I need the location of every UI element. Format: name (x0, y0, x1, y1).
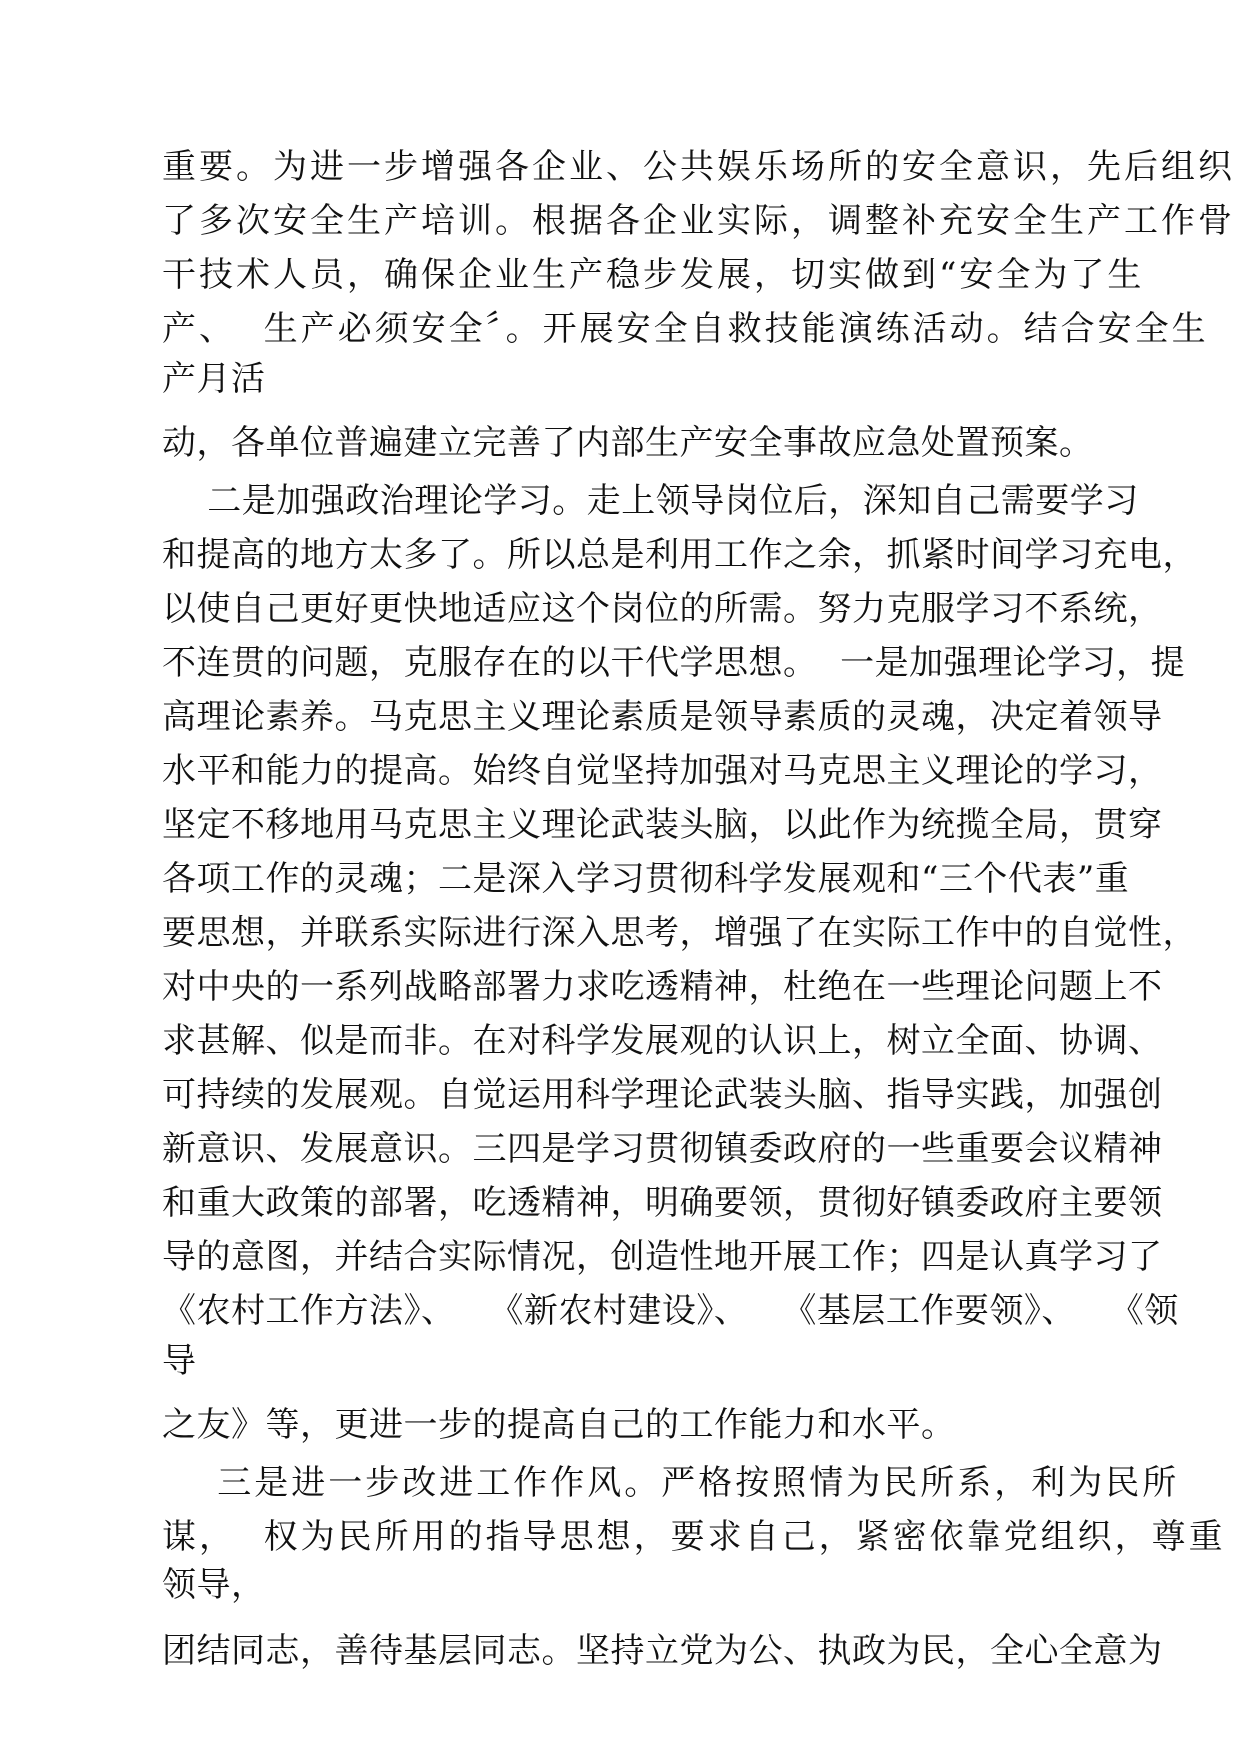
text-line: 了多次安全生产培训。根据各企业实际，调整补充安全生产工作骨 (162, 201, 1235, 241)
text-line: 干技术人员，确保企业生产稳步发展，切实做到“安全为了生 (162, 255, 1145, 295)
text-line: 高理论素养。马克思主义理论素质是领导素质的灵魂，决定着领导 (162, 697, 1163, 737)
text-line: 二是加强政治理论学习。走上领导岗位后，深知自己需要学习 (162, 481, 1139, 521)
text-line: 可持续的发展观。自觉运用科学理论武装头脑、指导实践，加强创 (162, 1075, 1163, 1115)
text-line: 团结同志，善待基层同志。坚持立党为公、执政为民，全心全意为 (162, 1631, 1163, 1671)
text-line: 三是进一步改进工作作风。严格按照情为民所系，利为民所 (162, 1463, 1180, 1503)
text-line: 《农村工作方法》、 《新农村建设》、 《基层工作要领》、 《领 (162, 1291, 1179, 1331)
text-line: 不连贯的问题，克服存在的以干代学思想。 一是加强理论学习，提 (162, 643, 1186, 683)
text-line: 产、 生产必须安全〞。开展安全自救技能演练活动。结合安全生 (162, 309, 1209, 349)
text-line: 以使自己更好更快地适应这个岗位的所需。努力克服学习不系统， (162, 589, 1163, 629)
text-line: 动，各单位普遍建立完善了内部生产安全事故应急处置预案。 (162, 423, 1094, 463)
text-line: 和提高的地方太多了。所以总是利用工作之余，抓紧时间学习充电， (162, 535, 1197, 575)
text-line: 对中央的一系列战略部署力求吃透精神，杜绝在一些理论问题上不 (162, 967, 1163, 1007)
text-line: 和重大政策的部署，吃透精神，明确要领，贯彻好镇委政府主要领 (162, 1183, 1163, 1223)
text-line: 各项工作的灵魂；二是深入学习贯彻科学发展观和“三个代表”重 (162, 859, 1130, 899)
text-line: 领导， (162, 1565, 266, 1605)
text-line: 新意识、发展意识。三四是学习贯彻镇委政府的一些重要会议精神 (162, 1129, 1163, 1169)
text-line: 导的意图，并结合实际情况，创造性地开展工作；四是认真学习了 (162, 1237, 1163, 1277)
text-line: 重要。为进一步增强各企业、公共娱乐场所的安全意识，先后组织 (162, 147, 1235, 187)
text-line: 要思想，并联系实际进行深入思考，增强了在实际工作中的自觉性， (162, 913, 1197, 953)
text-line: 坚定不移地用马克思主义理论武装头脑，以此作为统揽全局，贯穿 (162, 805, 1163, 845)
text-line: 之友》等，更进一步的提高自己的工作能力和水平。 (162, 1405, 956, 1445)
text-line: 求甚解、似是而非。在对科学发展观的认识上，树立全面、协调、 (162, 1021, 1163, 1061)
text-line: 导 (162, 1341, 197, 1381)
text-line: 水平和能力的提高。始终自觉坚持加强对马克思主义理论的学习， (162, 751, 1163, 791)
text-line: 产月活 (162, 359, 266, 399)
text-line: 谋， 权为民所用的指导思想，要求自己，紧密依靠党组织，尊重 (162, 1517, 1226, 1557)
